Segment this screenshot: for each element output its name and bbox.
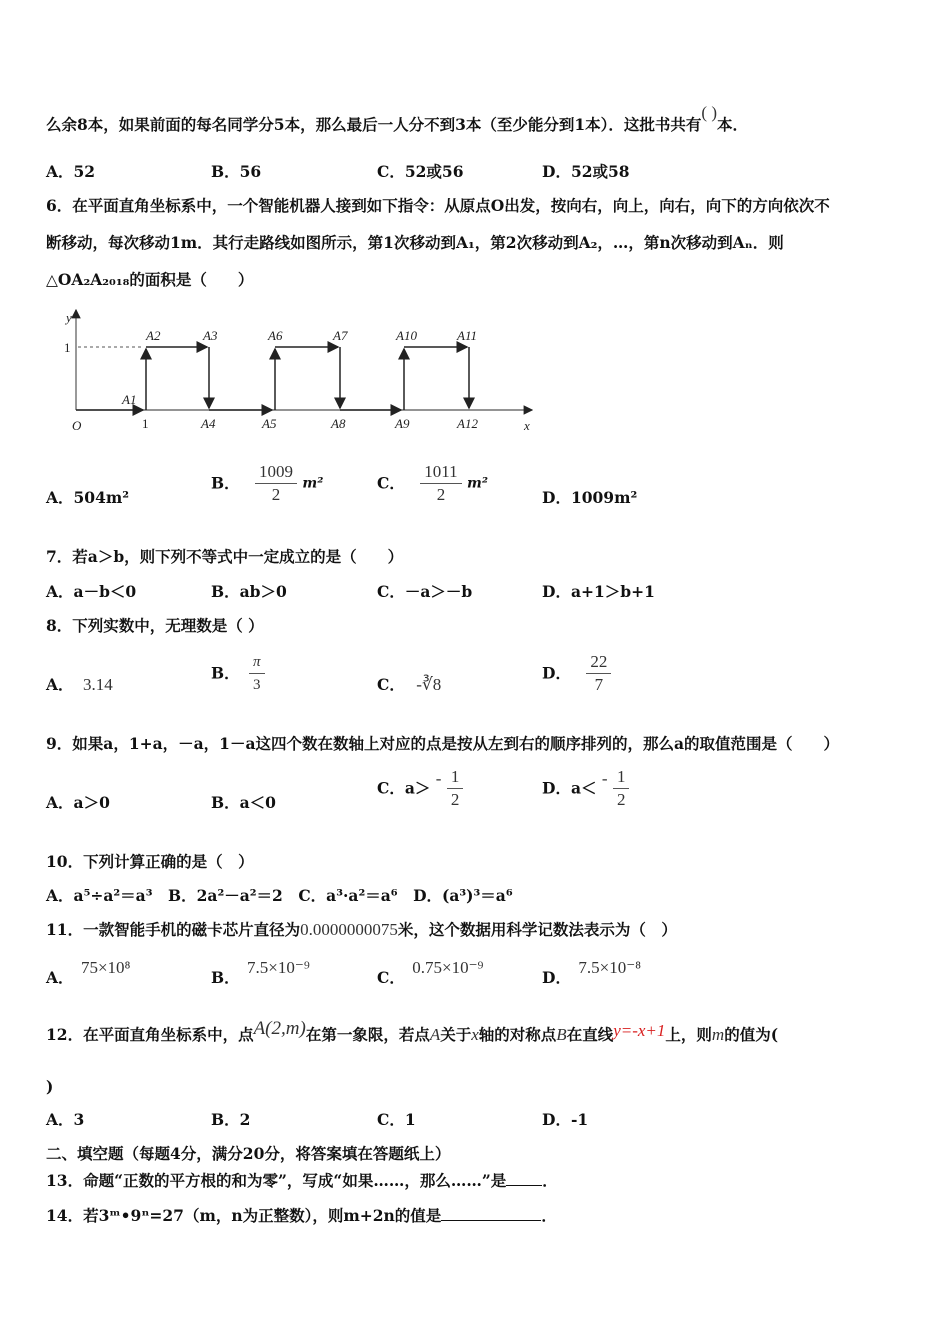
section-2-heading: 二、填空题（每题4分，满分20分，将答案填在答题纸上） <box>46 1144 451 1163</box>
x-one-label: 1 <box>142 416 149 431</box>
q9-option-d[interactable]: D．a＜ - $\frac{1}{2}$ <box>542 766 629 811</box>
q8-stem: 8．下列实数中，无理数是（ ） <box>46 616 264 635</box>
label-a6: A6 <box>268 328 283 343</box>
q8-option-c[interactable]: C． -∛8 <box>377 675 442 694</box>
q7-option-c[interactable]: C．－a＞－b <box>377 582 473 601</box>
label-a12: A12 <box>457 416 478 431</box>
q8-option-d[interactable]: D． $\frac{22}{7}$ <box>542 651 611 696</box>
q11-option-a[interactable]: A． 75×10⁸ <box>46 958 131 987</box>
q5-option-c[interactable]: C．52或56 <box>377 162 464 181</box>
label-a5: A5 <box>262 416 277 431</box>
q6-option-c[interactable]: C． $\frac{1011}{2}$ m² <box>377 462 488 504</box>
q7-option-a[interactable]: A．a－b＜0 <box>46 582 137 601</box>
q9-option-b[interactable]: B．a＜0 <box>211 793 276 812</box>
q6-option-b[interactable]: B． $\frac{1009}{2}$ m² <box>211 462 324 504</box>
q5-option-b[interactable]: B．56 <box>211 162 262 181</box>
q5-paren: ( ) <box>701 103 717 122</box>
label-a9: A9 <box>395 416 410 431</box>
q8-option-b-fraction: $\frac{\pi}{3}$ <box>249 651 265 696</box>
q6-option-b-fraction: $\frac{1009}{2}$ <box>255 461 297 506</box>
q8-option-d-fraction: $\frac{22}{7}$ <box>586 651 611 696</box>
q8-option-b[interactable]: B． $\frac{\pi}{3}$ <box>211 651 265 696</box>
label-a3: A3 <box>203 328 218 343</box>
x-axis-label: x <box>524 418 530 433</box>
q5-option-d[interactable]: D．52或58 <box>542 162 630 181</box>
q11-option-b[interactable]: B． 7.5×10⁻⁹ <box>211 958 310 987</box>
q10-options[interactable]: A．a⁵÷a²＝a³ B．2a²－a²＝2 C．a³·a²＝a⁶ D．(a³)³＝a⁶ <box>46 886 513 905</box>
q12-option-b[interactable]: B．2 <box>211 1110 251 1129</box>
q13-stem: 13．命题“正数的平方根的和为零”，写成“如果……，那么……”是 ． <box>46 1171 558 1190</box>
q9-stem: 9．如果a，1+a，－a，1－a这四个数在数轴上对应的点是按从左到右的顺序排列的，那么a的取值范围是（ ） <box>46 734 840 753</box>
q9-option-c-fraction: $\frac{1}{2}$ <box>447 766 464 811</box>
q13-answer-blank[interactable] <box>506 1169 542 1186</box>
label-a11: A11 <box>457 328 477 343</box>
q12-option-c[interactable]: C．1 <box>377 1110 416 1129</box>
q6-line3: △OA₂A₂₀₁₈的面积是（ ） <box>46 270 254 289</box>
q11-option-c[interactable]: C． 0.75×10⁻⁹ <box>377 958 484 987</box>
q10-stem: 10．下列计算正确的是（ ） <box>46 852 254 871</box>
q14-stem: 14．若3ᵐ•9ⁿ=27（m，n为正整数），则m+2n的值是 ． <box>46 1206 557 1225</box>
q11-option-d[interactable]: D． 7.5×10⁻⁸ <box>542 958 642 987</box>
label-a10: A10 <box>396 328 417 343</box>
y-axis-label: y <box>66 310 72 325</box>
q12-line-equation: y=-x+1 <box>613 1021 666 1040</box>
q5-stem: 么余8本，如果前面的每名同学分5本，那么最后一人分不到3本（至少能分到1本）．这批书共有( )本． <box>46 103 748 134</box>
q9-option-c[interactable]: C．a＞ - $\frac{1}{2}$ <box>377 766 463 811</box>
label-a1: A1 <box>122 392 137 407</box>
q12-close-paren: ) <box>46 1077 54 1096</box>
q5-option-a[interactable]: A．52 <box>46 162 96 181</box>
label-a2: A2 <box>146 328 161 343</box>
q7-option-d[interactable]: D．a+1＞b+1 <box>542 582 655 601</box>
robot-path-figure <box>46 306 546 438</box>
q9-option-d-fraction: $\frac{1}{2}$ <box>613 766 630 811</box>
q11-stem: 11．一款智能手机的磁卡芯片直径为0.0000000075米，这个数据用科学记数法表示为（ ） <box>46 920 677 939</box>
q7-option-b[interactable]: B．ab＞0 <box>211 582 287 601</box>
q12-option-a[interactable]: A．3 <box>46 1110 85 1129</box>
q12-stem: 12．在平面直角坐标系中，点A(2,m)在第一象限，若点A关于x轴的对称点B在直线y=-x+1上，则m的值为( <box>46 1018 779 1044</box>
q6-line1: 6．在平面直角坐标系中，一个智能机器人接到如下指令：从原点O出发，按向右，向上，向右，向下的方向依次不 <box>46 196 830 215</box>
y-one-label: 1 <box>64 340 71 355</box>
q9-option-a[interactable]: A．a＞0 <box>46 793 110 812</box>
q6-option-a[interactable]: A．504m² <box>46 488 130 507</box>
q14-answer-blank[interactable] <box>441 1204 541 1221</box>
q8-option-a[interactable]: A． 3.14 <box>46 675 113 694</box>
label-a8: A8 <box>331 416 346 431</box>
origin-label: O <box>72 418 82 433</box>
q6-option-d[interactable]: D．1009m² <box>542 488 638 507</box>
q6-option-c-fraction: $\frac{1011}{2}$ <box>420 461 461 506</box>
q12-option-d[interactable]: D．-1 <box>542 1110 589 1129</box>
label-a7: A7 <box>333 328 348 343</box>
label-a4: A4 <box>201 416 216 431</box>
q6-line2: 断移动，每次移动1m．其行走路线如图所示，第1次移动到A₁，第2次移动到A₂，…，第n次移动到Aₙ．则 <box>46 233 784 252</box>
q7-stem: 7．若a＞b，则下列不等式中一定成立的是（ ） <box>46 547 404 566</box>
